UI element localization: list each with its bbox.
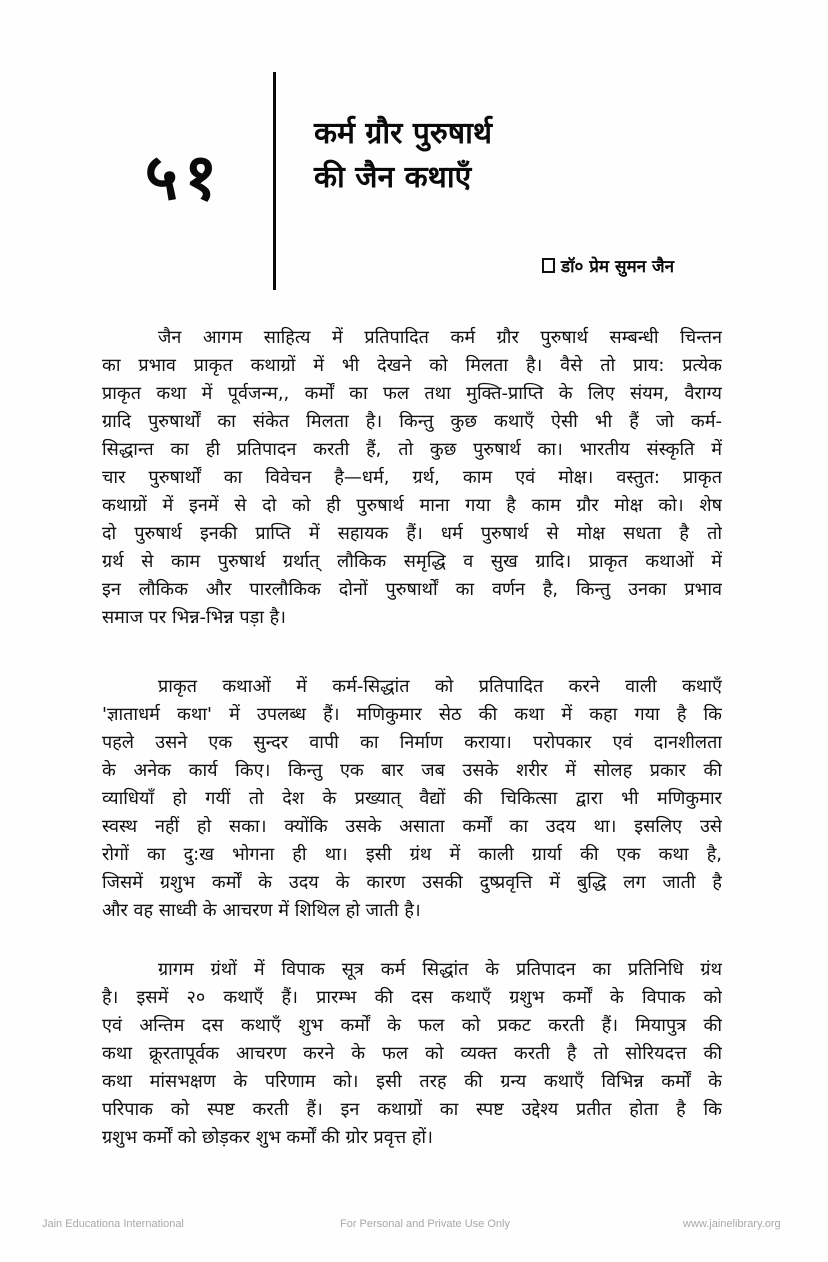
paragraph-3 xyxy=(102,956,722,1152)
text-line: चार पुरुषार्थों का विवेचन है—धर्म, ग्रर्थ, काम एवं मोक्ष। वस्तुत: प्राकृत xyxy=(102,467,722,488)
text-line: इन लौकिक और पारलौकिक दोनों पुरुषार्थों का वर्णन है, किन्तु उनका प्रभाव xyxy=(102,579,722,600)
paragraph-1 xyxy=(102,324,722,632)
text-line: के अनेक कार्य किए। किन्तु एक बार जब उसके शरीर में सोलह प्रकार की xyxy=(102,760,722,781)
text-line: रोगों का दु:ख भोगना ही था। इसी ग्रंथ में काली ग्रार्या की एक कथा है, xyxy=(102,844,722,865)
text-line: जिसमें ग्रशुभ कर्मों के उदय के कारण उसकी दुष्प्रवृत्ति में बुद्धि लग जाती है xyxy=(102,872,722,893)
text-line: का प्रभाव प्राकृत कथाग्रों में भी देखने को मिलता है। वैसे तो प्राय: प्रत्येक xyxy=(102,355,722,376)
text-line: व्याधियाँ हो गयीं तो देश के प्रख्यात् वैद्यों की चिकित्सा द्वारा भी मणिकुमार xyxy=(102,788,722,809)
text-line: दो पुरुषार्थ इनकी प्राप्ति में सहायक हैं। धर्म पुरुषार्थ से मोक्ष सधता है तो xyxy=(102,523,722,544)
chapter-number: ५१ xyxy=(144,141,224,215)
vertical-divider xyxy=(273,72,276,290)
text-line: है। इसमें २० कथाएँ हैं। प्रारम्भ की दस कथाएँ ग्रशुभ कर्मों के विपाक को xyxy=(102,987,722,1008)
text-line: सिद्धान्त का ही प्रतिपादन करती हैं, तो कुछ पुरुषार्थ का। भारतीय संस्कृति में xyxy=(102,439,722,460)
footer-publisher: Jain Educationa International xyxy=(42,1218,184,1230)
text-line: और वह साध्वी के आचरण में शिथिल हो जाती है। xyxy=(102,900,421,921)
square-bullet-icon xyxy=(542,258,555,273)
text-line: समाज पर भिन्न-भिन्न पड़ा है। xyxy=(102,607,286,628)
text-line: स्वस्थ नहीं हो सका। क्योंकि उसके असाता कर्मों का उदय था। इसलिए उसे xyxy=(102,816,722,837)
chapter-title xyxy=(314,112,614,200)
text-line: ग्रशुभ कर्मों को छोड़कर शुभ कर्मों की ग्रोर प्रवृत्त हों। xyxy=(102,1127,433,1148)
text-line: कथाग्रों में इनमें से दो को ही पुरुषार्थ माना गया है काम ग्रौर मोक्ष को। शेष xyxy=(102,495,722,516)
text-line: ग्रागम ग्रंथों में विपाक सूत्र कर्म सिद्धांत के प्रतिपादन का प्रतिनिधि ग्रंथ xyxy=(158,959,722,980)
text-line: ग्रर्थ से काम पुरुषार्थ ग्रर्थात् लौकिक समृद्धि व सुख ग्रादि। प्राकृत कथाओं में xyxy=(102,551,722,572)
text-line: एवं अन्तिम दस कथाएँ शुभ कर्मों के फल को प्रकट करती हैं। मियापुत्र की xyxy=(102,1015,722,1036)
text-line: परिपाक को स्पष्ट करती हैं। इन कथाग्रों का स्पष्ट उद्देश्य प्रतीत होता है कि xyxy=(102,1099,722,1120)
author-byline xyxy=(542,252,674,278)
footer-website-link[interactable]: www.jainelibrary.org xyxy=(683,1218,781,1230)
chapter-title-line-2: की जैन कथाएँ xyxy=(314,160,472,195)
chapter-title-line-1: कर्म ग्रौर पुरुषार्थ xyxy=(314,116,493,151)
text-line: कथा मांसभक्षण के परिणाम को। इसी तरह की ग्रन्य कथाएँ विभिन्न कर्मों के xyxy=(102,1071,722,1092)
text-line: कथा क्रूरतापूर्वक आचरण करने के फल को व्यक्त करती है तो सोरियदत्त की xyxy=(102,1043,722,1064)
author-name: डॉ० प्रेम सुमन जैन xyxy=(561,256,675,277)
footer-usage-notice: For Personal and Private Use Only xyxy=(340,1218,510,1230)
text-line: पहले उसने एक सुन्दर वापी का निर्माण कराया। परोपकार एवं दानशीलता xyxy=(102,732,722,753)
text-line: 'ज्ञाताधर्म कथा' में उपलब्ध हैं। मणिकुमार सेठ की कथा में कहा गया है कि xyxy=(102,704,722,725)
text-line: जैन आगम साहित्य में प्रतिपादित कर्म ग्रौर पुरुषार्थ सम्बन्धी चिन्तन xyxy=(158,327,722,348)
text-line: प्राकृत कथा में पूर्वजन्म,, कर्मों का फल तथा मुक्ति-प्राप्ति के लिए संयम, वैराग्य xyxy=(102,383,722,404)
text-line: ग्रादि पुरुषार्थों का संकेत मिलता है। किन्तु कुछ कथाएँ ऐसी भी हैं जो कर्म- xyxy=(102,411,722,432)
paragraph-2 xyxy=(102,673,722,925)
text-line: प्राकृत कथाओं में कर्म-सिद्धांत को प्रतिपादित करने वाली कथाएँ xyxy=(158,676,722,697)
